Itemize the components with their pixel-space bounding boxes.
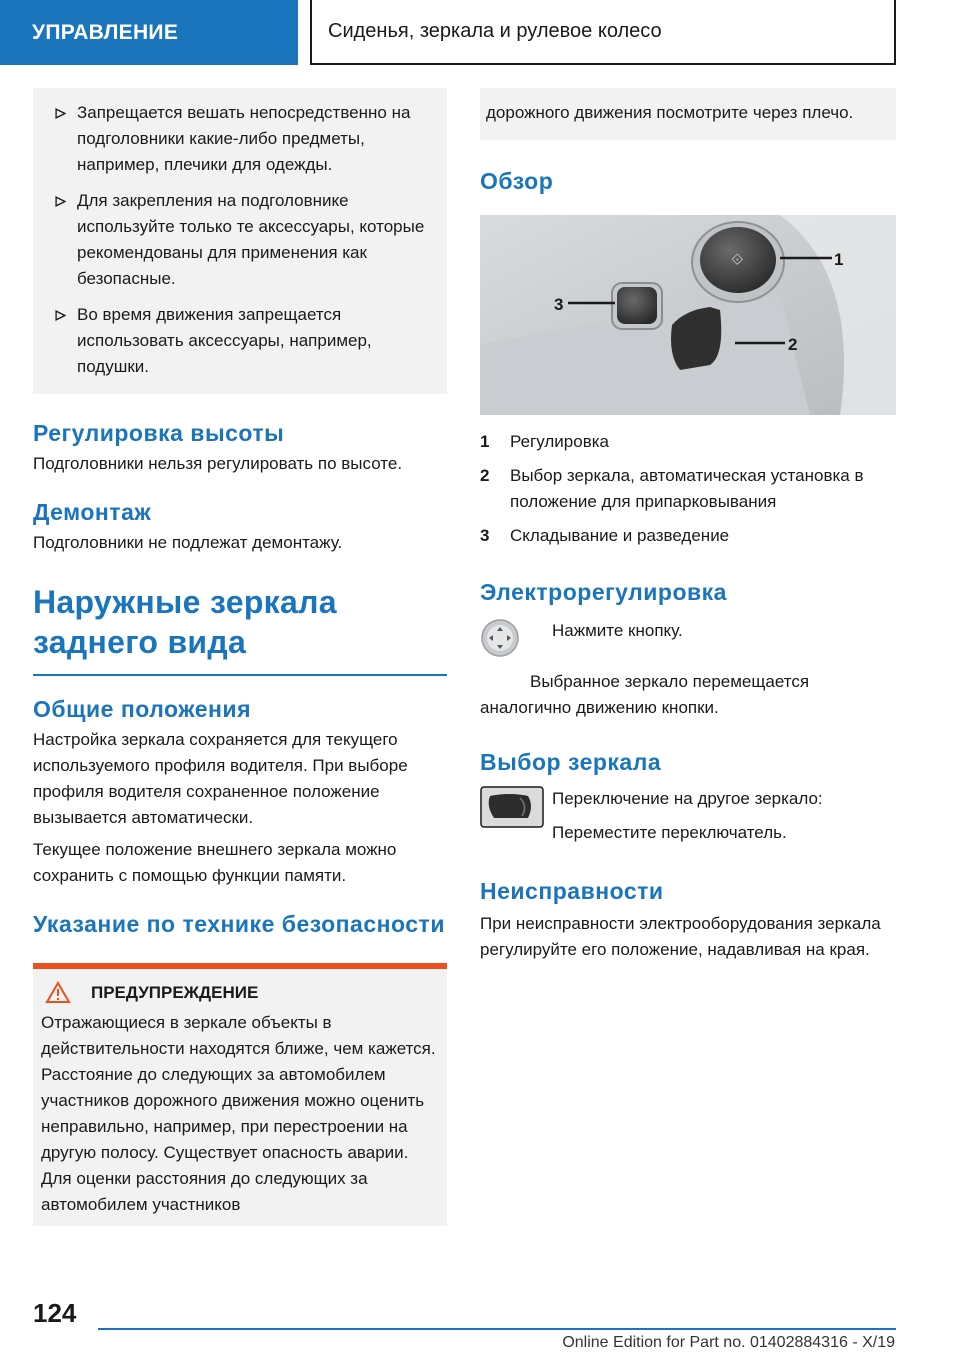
- callout-3: 3: [554, 295, 564, 314]
- triangle-bullet-icon: [47, 188, 77, 292]
- legend-text: Регулировка: [510, 432, 609, 451]
- general-text-2: Текущее положение внешнего зеркала можно сохранить с помощью функции памяти.: [33, 840, 397, 885]
- select-heading: Выбор зеркала: [480, 749, 662, 775]
- legend-number: 3: [480, 526, 490, 545]
- callout-2: 2: [788, 335, 798, 354]
- list-item: [480, 523, 896, 549]
- footer-divider: [98, 1328, 896, 1330]
- warning-continued-text: дорожного движения посмотрите через плечо.: [486, 103, 854, 122]
- bullet-text: Запрещается вешать непосредственно на подголовники какие-либо предметы, например, плечики для одежды.: [77, 103, 411, 174]
- bullet-text: Во время движения запрещается использовать аксессуары, например, подушки.: [77, 305, 372, 376]
- list-item: [47, 302, 433, 380]
- warning-bullets-box: [33, 88, 447, 394]
- overview-heading: Обзор: [480, 168, 554, 194]
- warning-box: [33, 969, 447, 1226]
- mirror-controls-photo: [480, 215, 896, 415]
- electro-block: [480, 618, 896, 663]
- warning-triangle-icon: [45, 981, 71, 1004]
- callout-1: 1: [834, 250, 844, 269]
- footer-edition: Online Edition for Part no. 01402884316 - X/19: [562, 1334, 895, 1351]
- electro-heading: Электрорегулировка: [480, 579, 727, 605]
- list-item: [480, 429, 896, 455]
- legend-text: Складывание и разведение: [510, 526, 730, 545]
- warning-text: Отражающиеся в зеркале объекты в действительности находятся ближе, чем кажется. Расстояние до следующих за автомобилем участников дорожного движения можно оценить неправильно, например, при перестроении на другую полосу. Существует опасность аварии. Для оценки расстояния до следующих за автомобилем участников: [41, 1013, 436, 1214]
- list-item: [47, 188, 433, 292]
- legend-list: [480, 429, 896, 549]
- legend-number: 1: [480, 432, 490, 451]
- list-item: [47, 100, 433, 178]
- svg-text:⟐: ⟐: [731, 250, 744, 269]
- general-heading: Общие положения: [33, 696, 251, 722]
- electro-text-1: Нажмите кнопку.: [552, 621, 683, 640]
- mirror-adjust-button-icon: [480, 618, 552, 663]
- height-text: Подголовники нельзя регулировать по высоте.: [33, 454, 403, 473]
- mirror-switch-icon: [480, 786, 552, 846]
- removal-heading: Демонтаж: [33, 499, 152, 525]
- height-heading: Регулировка высоты: [33, 420, 285, 446]
- legend-text: Выбор зеркала, автоматическая установка в положение для припарковывания: [510, 466, 864, 511]
- triangle-bullet-icon: [47, 100, 77, 178]
- general-text-1: Настройка зеркала сохраняется для текущего используемого профиля водителя. При выборе профиля водителя сохраненное положение вызывается автоматически.: [33, 730, 408, 827]
- fault-text: При неисправности электрооборудования зеркала регулируйте его положение, надавливая на края.: [480, 914, 881, 959]
- select-text-1: Переключение на другое зеркало:: [552, 789, 823, 808]
- warning-header: [45, 981, 439, 1004]
- header-section: УПРАВЛЕНИЕ: [0, 0, 298, 65]
- fault-heading: Неисправности: [480, 878, 664, 904]
- section-divider: [33, 674, 447, 676]
- electro-text-2: Выбранное зеркало перемещается аналогично движению кнопки.: [480, 672, 810, 717]
- page-number: 124: [33, 1298, 77, 1328]
- legend-number: 2: [480, 466, 490, 485]
- warning-continued-box: [480, 88, 896, 140]
- warning-label: ПРЕДУПРЕЖДЕНИЕ: [91, 982, 259, 1002]
- right-column: [480, 88, 896, 963]
- mirrors-heading: Наружные зеркала заднего вида: [33, 584, 337, 660]
- select-block: [480, 786, 896, 846]
- bullet-text: Для закрепления на подголовнике используйте только те аксессуары, которые рекомендованы для применения как безопасные.: [77, 191, 425, 288]
- select-text-2: Переместите переключатель.: [552, 823, 787, 842]
- header-chapter: Сиденья, зеркала и рулевое колесо: [310, 0, 896, 65]
- left-column: [33, 88, 447, 1226]
- select-texts: [552, 786, 823, 846]
- removal-text: Подголовники не подлежат демонтажу.: [33, 533, 343, 552]
- triangle-bullet-icon: [47, 302, 77, 380]
- safety-heading: Указание по технике безопасности: [33, 911, 445, 937]
- list-item: [480, 463, 896, 515]
